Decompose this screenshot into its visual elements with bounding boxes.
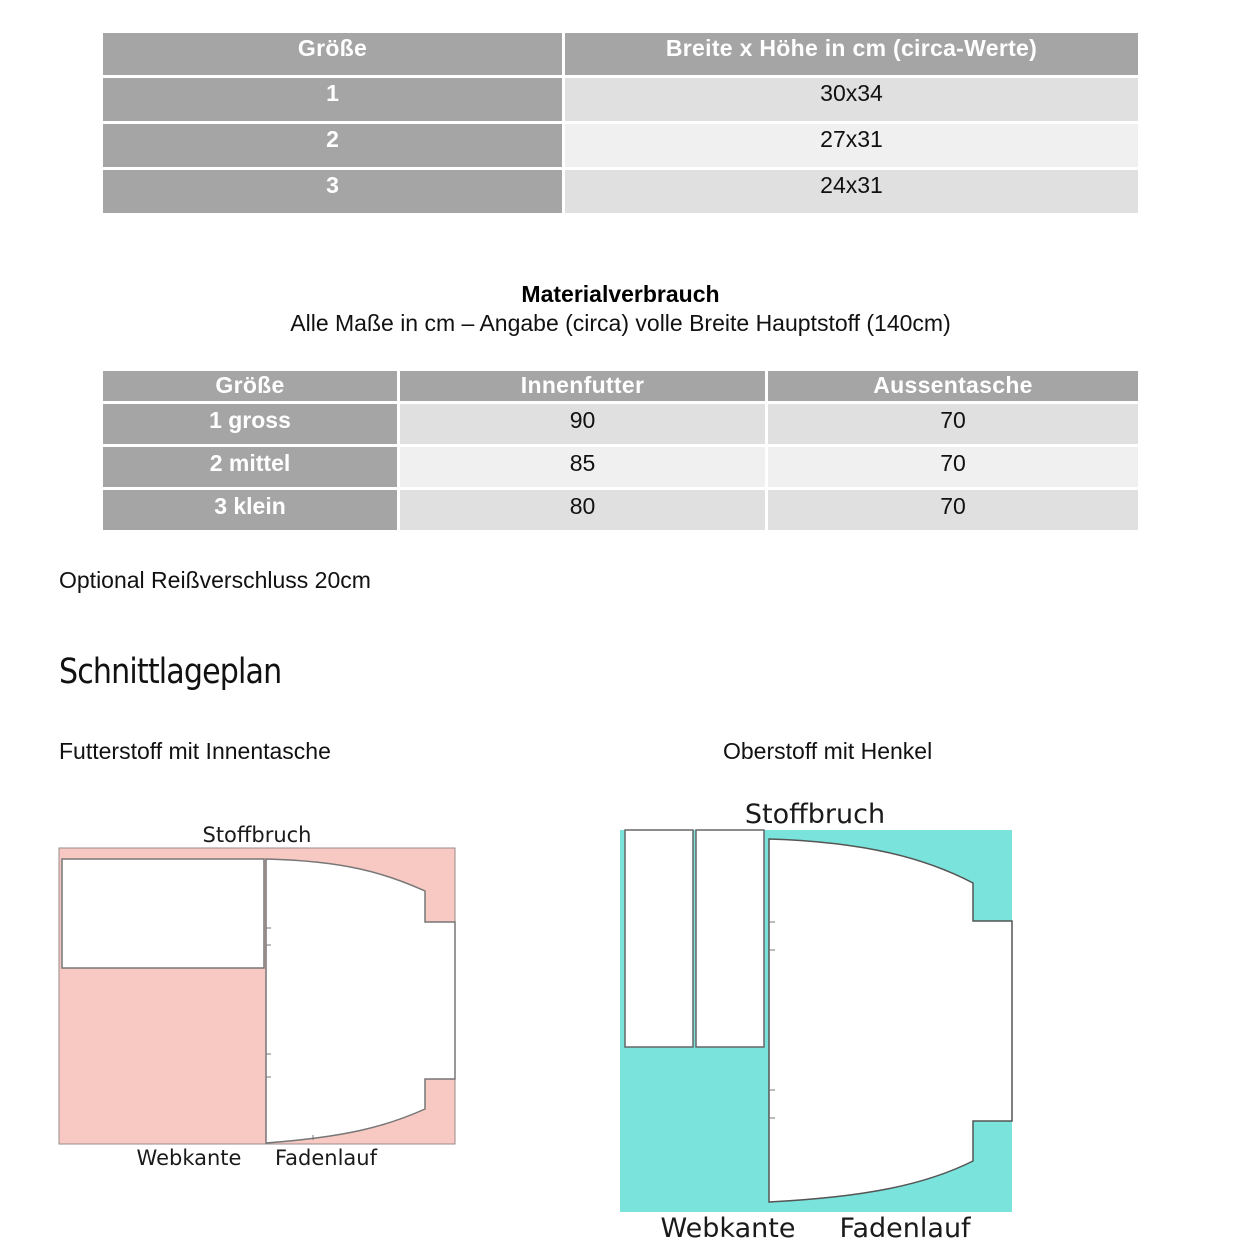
lining-fold-label: Stoffbruch: [202, 823, 312, 847]
cutting-plan-title: Schnittlageplan: [59, 652, 282, 692]
outer-layout-diagram: [615, 795, 1020, 1241]
material-header-lining: Innenfutter: [400, 371, 768, 401]
size-table-header-size: Größe: [103, 33, 565, 75]
material-title: Materialverbrauch: [521, 281, 720, 307]
outer-grain-label: Fadenlauf: [839, 1213, 971, 1241]
outer-selvage-label: Webkante: [660, 1213, 796, 1241]
pocket-cell: 70: [768, 404, 1138, 444]
size-cell: 1 gross: [103, 404, 400, 444]
lining-selvage-label: Webkante: [136, 1146, 242, 1170]
size-cell: 2: [103, 124, 565, 167]
pocket-cell: 70: [768, 447, 1138, 487]
lining-layout-diagram: [55, 815, 465, 1175]
handle-piece-2: [696, 830, 764, 1047]
table-row: [103, 78, 1138, 124]
pocket-cell: 70: [768, 490, 1138, 530]
outer-fold-label: Stoffbruch: [744, 799, 886, 830]
size-cell: 2 mittel: [103, 447, 400, 487]
lining-layout-caption: Futterstoff mit Innentasche: [59, 738, 331, 764]
material-subtitle: Alle Maße in cm – Angabe (circa) volle Breite Hauptstoff (140cm): [290, 310, 951, 336]
size-cell: 1: [103, 78, 565, 121]
material-header-pocket: Aussentasche: [768, 371, 1138, 401]
table-row: [103, 124, 1138, 170]
outer-layout-caption: Oberstoff mit Henkel: [723, 738, 933, 764]
lining-grain-label: Fadenlauf: [275, 1146, 377, 1170]
dims-cell: 30x34: [565, 78, 1138, 121]
inner-pocket-piece: [62, 859, 264, 968]
size-table: [103, 33, 1138, 213]
size-cell: 3 klein: [103, 490, 400, 530]
material-table: [103, 371, 1138, 530]
table-row: [103, 404, 1138, 447]
table-row: [103, 170, 1138, 213]
size-table-header-row: [103, 33, 1138, 78]
lining-cell: 80: [400, 490, 768, 530]
zipper-note: Optional Reißverschluss 20cm: [59, 567, 371, 593]
lining-cell: 90: [400, 404, 768, 444]
dims-cell: 27x31: [565, 124, 1138, 167]
size-cell: 3: [103, 170, 565, 213]
size-table-header-dims: Breite x Höhe in cm (circa-Werte): [565, 33, 1138, 75]
material-header-size: Größe: [103, 371, 400, 401]
handle-piece-1: [625, 830, 693, 1047]
lining-cell: 85: [400, 447, 768, 487]
table-row: [103, 490, 1138, 530]
table-row: [103, 447, 1138, 490]
dims-cell: 24x31: [565, 170, 1138, 213]
material-table-header-row: [103, 371, 1138, 404]
